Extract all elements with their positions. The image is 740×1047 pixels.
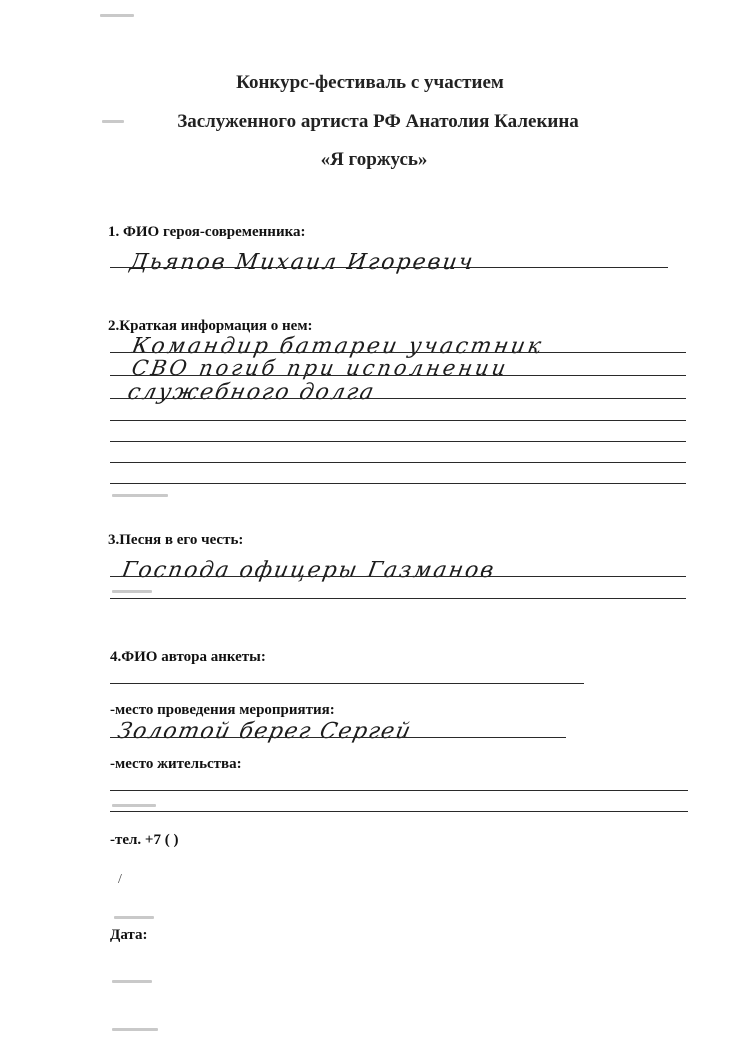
header-line-2: Заслуженного артиста РФ Анатолия Калекина xyxy=(177,111,579,132)
q2-answer-line-1 xyxy=(110,352,686,353)
q2-answer-line-5 xyxy=(110,441,686,442)
q4-answer-line xyxy=(110,683,584,684)
q3-label: 3.Песня в его честь: xyxy=(108,532,244,548)
scan-speck xyxy=(102,120,124,123)
residence-answer-line-1 xyxy=(110,790,688,791)
scan-speck xyxy=(112,590,152,593)
q2-label: 2.Краткая информация о нем: xyxy=(108,318,313,334)
q2-answer-line-3 xyxy=(110,398,686,399)
scan-speck xyxy=(114,916,154,919)
scan-speck xyxy=(112,1028,158,1031)
q2-handwritten-line-2: СВО погиб при исполнении xyxy=(129,356,511,380)
q4-label: 4.ФИО автора анкеты: xyxy=(110,649,266,665)
q2-answer-line-4 xyxy=(110,420,686,421)
q2-answer-line-7 xyxy=(110,483,686,484)
residence-label: -место жительства: xyxy=(110,756,242,772)
q2-handwritten-line-3: служебного долга xyxy=(125,380,378,405)
q3-handwritten-answer: Господа офицеры Газманов xyxy=(119,558,498,583)
q3-answer-line-1 xyxy=(110,576,686,577)
scan-speck xyxy=(112,494,168,497)
q2-answer-line-6 xyxy=(110,462,686,463)
scan-speck xyxy=(112,980,152,983)
q3-answer-line-2 xyxy=(110,598,686,599)
q2-answer-line-2 xyxy=(110,375,686,376)
scan-speck xyxy=(112,804,156,807)
q1-answer-line xyxy=(110,267,668,268)
header-line-3: «Я горжусь» xyxy=(320,149,428,170)
q2-handwritten-line-1: Командир батареи участник xyxy=(129,334,546,359)
date-label: Дата: xyxy=(110,927,148,943)
q1-handwritten-answer: Дьяпов Михаил Игоревич xyxy=(128,250,477,275)
residence-answer-line-2 xyxy=(110,811,688,812)
stray-pen-mark: / xyxy=(118,872,122,887)
q1-label: 1. ФИО героя-современника: xyxy=(108,224,306,240)
venue-label: -место проведения мероприятия: xyxy=(110,702,335,718)
phone-label: -тел. +7 ( ) xyxy=(110,832,179,848)
venue-handwritten-answer: Золотой берег Сергей xyxy=(115,719,415,744)
header-line-1: Конкурс-фестиваль с участием xyxy=(236,72,504,93)
venue-answer-line xyxy=(110,737,566,738)
scan-speck xyxy=(100,14,134,17)
